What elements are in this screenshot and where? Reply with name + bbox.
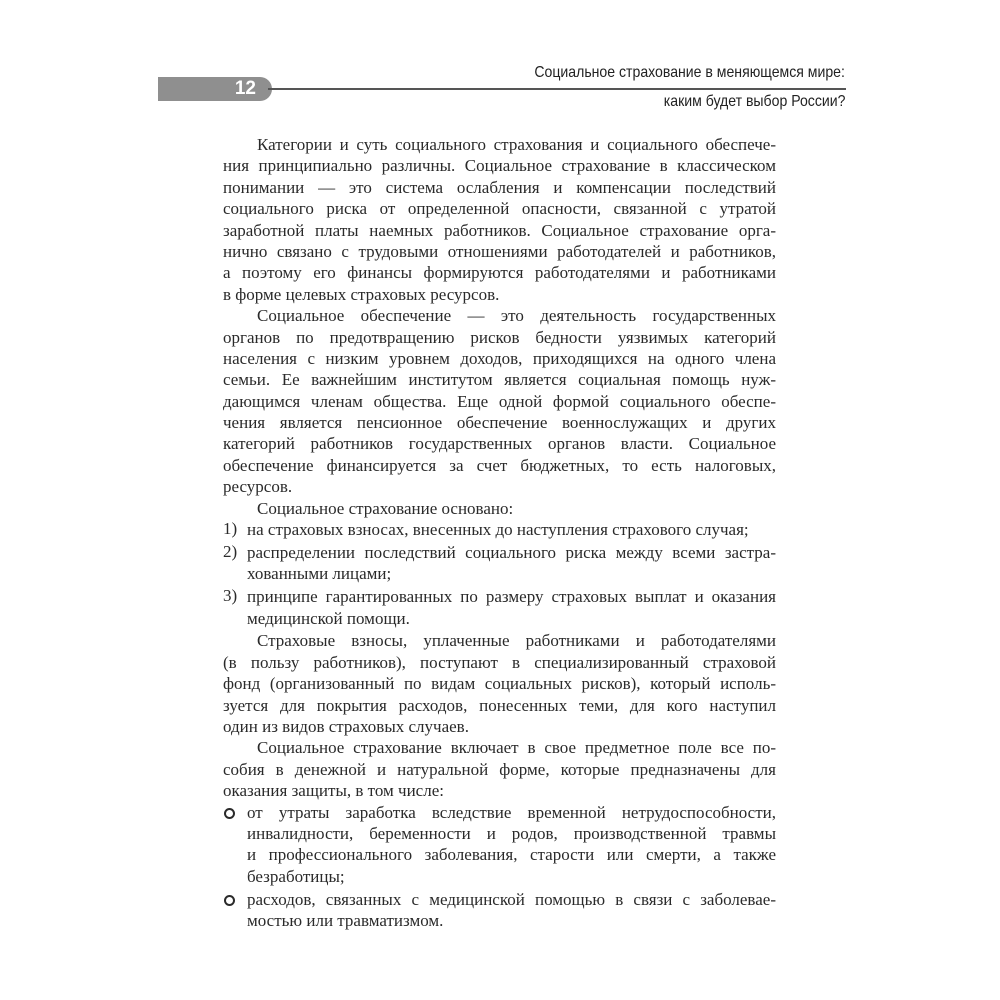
text-line: (в пользу работников), поступают в специализированный страховой bbox=[223, 652, 776, 672]
text-line: собия в денежной и натуральной форме, которые предназначены для bbox=[223, 759, 776, 779]
text-line: распределении последствий социального риска между всеми застра- bbox=[247, 542, 776, 562]
text-line: обеспечение финансируется за счет бюджетных, то есть налоговых, bbox=[223, 455, 776, 475]
list-item bbox=[223, 586, 776, 629]
paragraph bbox=[223, 498, 776, 519]
text-line: Социальное страхование основано: bbox=[257, 498, 514, 518]
text-line: медицинской помощи. bbox=[247, 608, 410, 628]
list-number: 1) bbox=[223, 519, 238, 539]
paragraph bbox=[223, 305, 776, 498]
list-number: 3) bbox=[223, 586, 238, 606]
text-line: оказания защиты, в том числе: bbox=[223, 781, 444, 801]
circle-bullet-icon bbox=[224, 808, 235, 819]
text-line: ния принципиально различны. Социальное страхование в классическом bbox=[223, 156, 776, 176]
text-line: категорий работников государственных органов власти. Социальное bbox=[223, 434, 776, 454]
text-line: один из видов страховых случаев. bbox=[223, 717, 469, 737]
text-line: хованными лицами; bbox=[247, 564, 392, 584]
text-line: чения является пенсионное обеспечение военнослужащих и других bbox=[223, 413, 776, 433]
text-line: на страховых взносах, внесенных до наступления страхового случая; bbox=[247, 520, 749, 540]
text-line: дающимся членам общества. Еще одной формой социального обеспе- bbox=[223, 391, 776, 411]
text-line: а поэтому его финансы формируются работодателями и работниками bbox=[223, 263, 776, 283]
paragraph bbox=[223, 737, 776, 801]
page-number-tab bbox=[158, 77, 272, 101]
text-line: Категории и суть социального страхования и социального обеспече- bbox=[257, 135, 776, 154]
text-line: и профессионального заболевания, старости или смерти, а также bbox=[247, 845, 776, 865]
page-number: 12 bbox=[234, 78, 256, 99]
text-line: принципе гарантированных по размеру страховых выплат и оказания bbox=[247, 587, 776, 607]
text-line: зуется для покрытия расходов, понесенных теми, для кого наступил bbox=[223, 695, 776, 715]
page-body bbox=[223, 134, 776, 933]
text-line: инвалидности, беременности и родов, производственной травмы bbox=[247, 824, 776, 843]
text-line: понимании — это система ослабления и компенсации последствий bbox=[223, 177, 776, 197]
text-line: органов по предотвращению рисков бедности уязвимых категорий bbox=[223, 327, 776, 347]
text-line: ресурсов. bbox=[223, 477, 293, 497]
bullet-item bbox=[223, 889, 776, 932]
text-line: фонд (организованный по видам социальных рисков), который исполь- bbox=[223, 674, 776, 694]
text-line: нично связано с трудовыми отношениями работодателей и работников, bbox=[223, 241, 776, 261]
list-number: 2) bbox=[223, 541, 238, 561]
text-line: социального риска от определенной опасности, связанной с утратой bbox=[223, 199, 776, 219]
bullet-item bbox=[223, 802, 776, 888]
text-line: семьи. Ее важнейшим институтом является социальная помощь нуж- bbox=[223, 370, 776, 390]
paragraph bbox=[223, 630, 776, 737]
text-line: от утраты заработка вследствие временной нетрудоспособности, bbox=[247, 802, 776, 822]
running-title-line2: каким будет выбор России? bbox=[663, 93, 845, 110]
circle-bullet-icon bbox=[224, 895, 235, 906]
paragraph bbox=[223, 134, 776, 305]
text-line: населения с низким уровнем доходов, приходящихся на одного члена bbox=[223, 348, 776, 368]
text-line: Страховые взносы, уплаченные работниками и работодателями bbox=[257, 631, 776, 651]
text-line: расходов, связанных с медицинской помощью в связи с заболевае- bbox=[247, 889, 776, 909]
running-title-line1: Социальное страхование в меняющемся мире: bbox=[534, 64, 845, 81]
text-line: мостью или травматизмом. bbox=[247, 911, 444, 931]
header-rule bbox=[268, 88, 846, 90]
text-line: безработицы; bbox=[247, 866, 345, 886]
list-item bbox=[223, 542, 776, 585]
spacer bbox=[223, 931, 776, 933]
text-line: Социальное обеспечение — это деятельность государственных bbox=[257, 306, 776, 326]
list-item bbox=[223, 519, 776, 540]
text-line: в форме целевых страховых ресурсов. bbox=[223, 284, 500, 304]
text-line: заработной платы наемных работников. Социальное страхование орга- bbox=[223, 220, 776, 240]
text-line: Социальное страхование включает в свое предметное поле все по- bbox=[257, 738, 776, 758]
